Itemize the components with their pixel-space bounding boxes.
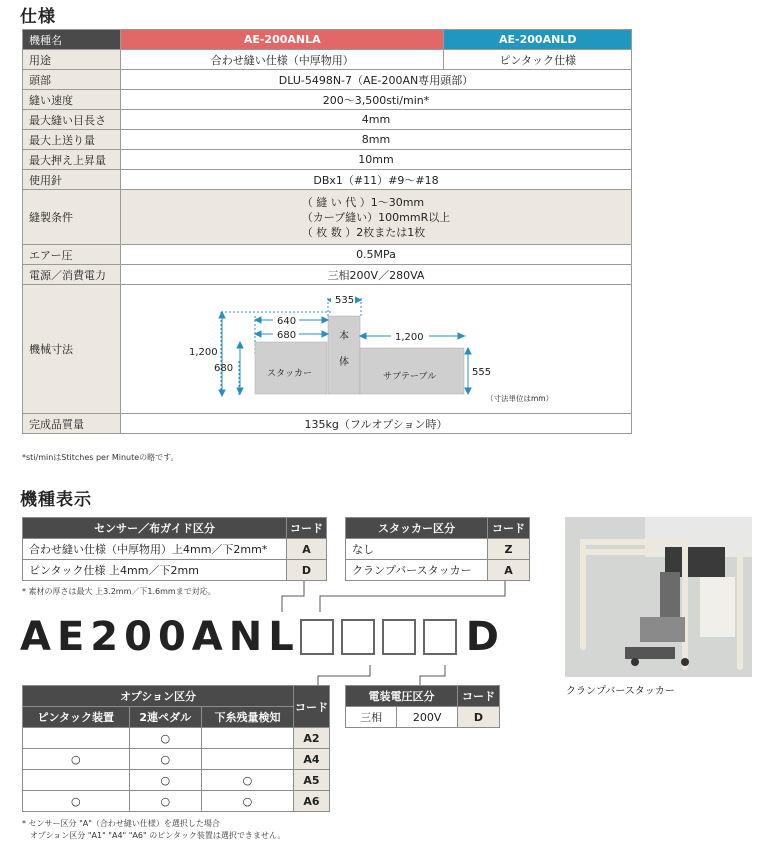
model-d-header: AE-200ANLD (444, 30, 632, 50)
spec-value: DLU-5498N-7（AE-200AN専用頭部） (121, 70, 632, 90)
voltage-value: 200V (397, 707, 458, 728)
option-col-pedal: 2連ペダル (129, 707, 201, 728)
option-title: オプション区分 (23, 686, 294, 707)
option-row (23, 791, 330, 812)
spec-label: エアー圧 (23, 245, 121, 265)
spec-value: 135kg（フルオプション時） (121, 414, 632, 434)
option-cell: ○ (201, 791, 293, 812)
dim-1200-top: 1,200 (395, 331, 424, 343)
sensor-code-header: コード (287, 518, 327, 539)
code-slot-stacker (341, 619, 375, 655)
spec-value: 8mm (121, 130, 632, 150)
stacker-photo (565, 517, 752, 677)
stacker-code: A (488, 560, 530, 581)
spec-label: 完成品質量 (23, 414, 121, 434)
dim-680-left: 680 (214, 362, 234, 374)
spec-label: 機械寸法 (23, 285, 121, 414)
option-cell (201, 728, 293, 749)
sensor-code: A (287, 539, 327, 560)
photo-caption: クランプバースタッカー (566, 686, 675, 697)
spec-footnote: *sti/minはStitches per Minuteの略です。 (22, 453, 179, 462)
condition-line: （カーブ縫い）100mmR以上 (301, 210, 451, 224)
stacker-name: クランプバースタッカー (346, 560, 488, 581)
model-code-prefix: AE200ANL (20, 614, 300, 660)
option-cell: ○ (129, 770, 201, 791)
option-code: A5 (294, 770, 330, 791)
option-note-2: オプション区分 "A1" "A4" "A6" のピンタック装置は選択できません。 (30, 831, 286, 840)
spec-value-d: ピンタック仕様 (444, 50, 632, 70)
option-cell (23, 770, 130, 791)
spec-value-a: 合わせ縫い仕様（中厚物用） (121, 50, 444, 70)
model-code-suffix: D (465, 614, 499, 660)
spec-label: 電源／消費電力 (23, 265, 121, 285)
option-cell (201, 749, 293, 770)
option-cell: ○ (129, 728, 201, 749)
spec-label: 用途 (23, 50, 121, 70)
model-title: 機種表示 (20, 490, 92, 510)
body-label-1: 本 (339, 330, 349, 342)
condition-line: （ 枚 数 ）2枚または1枚 (301, 225, 426, 239)
spec-header-label: 機種名 (23, 30, 121, 50)
spec-label: 縫い速度 (23, 90, 121, 110)
code-slot-option2 (423, 619, 457, 655)
voltage-code: D (458, 707, 500, 728)
option-code: A6 (294, 791, 330, 812)
stacker-code-header: コード (488, 518, 530, 539)
stacker-code: Z (488, 539, 530, 560)
spec-label: 最大縫い目長さ (23, 110, 121, 130)
sensor-name: 合わせ縫い仕様（中厚物用）上4mm／下2mm* (23, 539, 287, 560)
code-slot-option (382, 619, 416, 655)
model-code (20, 612, 499, 662)
stacker-name: なし (346, 539, 488, 560)
spec-label: 使用針 (23, 170, 121, 190)
option-table (22, 685, 330, 812)
option-code: A2 (294, 728, 330, 749)
spec-value: 三相200V／280VA (121, 265, 632, 285)
option-col-bobbin: 下糸残量検知 (201, 707, 293, 728)
option-cell: ○ (23, 791, 130, 812)
dim-535: 535 (335, 294, 355, 306)
option-row (23, 728, 330, 749)
spec-label: 縫製条件 (23, 190, 121, 245)
option-note-1: * センサー区分 "A"（合わせ縫い仕様）を選択した場合 (22, 819, 220, 828)
option-row (23, 770, 330, 791)
dim-640: 640 (277, 315, 297, 327)
spec-label: 頭部 (23, 70, 121, 90)
option-code-header: コード (294, 686, 330, 728)
stacker-header: スタッカー区分 (346, 518, 488, 539)
model-a-header: AE-200ANLA (121, 30, 444, 50)
subtable-label: サブテーブル (383, 371, 437, 382)
sensor-name: ピンタック仕様 上4mm／下2mm (23, 560, 287, 581)
dim-1200-left: 1,200 (189, 346, 218, 358)
voltage-header: 電装電圧区分 (346, 686, 458, 707)
spec-value: DBx1（#11）#9～#18 (121, 170, 632, 190)
dim-555: 555 (472, 366, 492, 378)
voltage-table (345, 685, 500, 728)
option-code: A4 (294, 749, 330, 770)
sensor-note: * 素材の厚さは最大 上3.2mm／下1.6mmまで対応。 (22, 587, 216, 596)
spec-value: 200～3,500sti/min* (121, 90, 632, 110)
option-cell: ○ (129, 791, 201, 812)
option-col-pintuck: ピンタック装置 (23, 707, 130, 728)
option-row (23, 749, 330, 770)
option-cell: ○ (129, 749, 201, 770)
sensor-code: D (287, 560, 327, 581)
body-label-2: 体 (339, 356, 349, 368)
unit-note: （寸法単位はmm） (486, 393, 554, 403)
option-cell: ○ (23, 749, 130, 770)
spec-value: 4mm (121, 110, 632, 130)
spec-value: 10mm (121, 150, 632, 170)
spec-title: 仕様 (20, 7, 56, 27)
spec-label: 最大上送り量 (23, 130, 121, 150)
sensor-header: センサー／布ガイド区分 (23, 518, 287, 539)
voltage-code-header: コード (458, 686, 500, 707)
stacker-label: スタッカー (267, 368, 313, 379)
condition-line: （ 縫 い 代 ）1～30mm (301, 195, 425, 209)
option-cell (23, 728, 130, 749)
voltage-phase: 三相 (346, 707, 397, 728)
spec-value: 0.5MPa (121, 245, 632, 265)
dim-680: 680 (277, 329, 297, 341)
code-slot-sensor (300, 619, 334, 655)
option-cell: ○ (201, 770, 293, 791)
spec-label: 最大押え上昇量 (23, 150, 121, 170)
